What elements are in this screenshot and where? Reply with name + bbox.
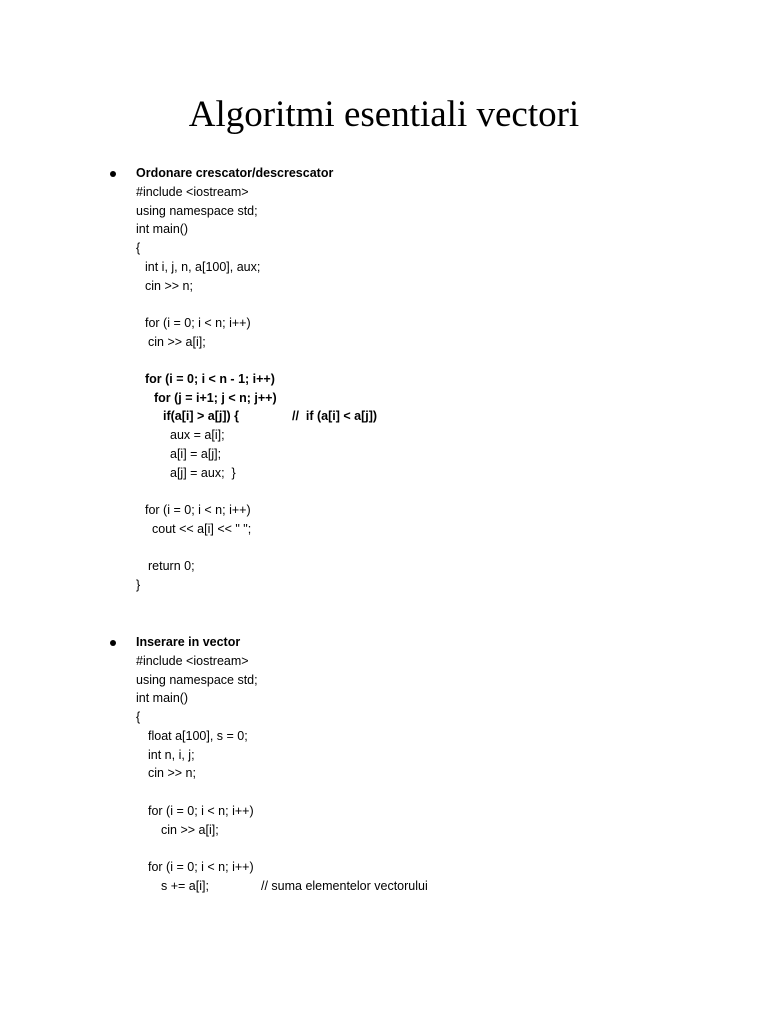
page-title: Algoritmi esentiali vectori xyxy=(188,94,580,135)
code-line: int i, j, n, a[100], aux; xyxy=(145,260,261,274)
code-line: cin >> n; xyxy=(145,279,193,293)
code-line: return 0; xyxy=(148,559,195,573)
code-line: for (i = 0; i < n; i++) xyxy=(145,503,251,517)
code-line: float a[100], s = 0; xyxy=(148,729,248,743)
code-comment: // if (a[i] < a[j]) xyxy=(292,409,378,423)
code-line: { xyxy=(136,241,141,255)
bullet-icon xyxy=(110,171,116,177)
code-line: s += a[i]; xyxy=(161,879,209,893)
code-line: if(a[i] > a[j]) { xyxy=(163,409,240,423)
code-line: #include <iostream> xyxy=(136,185,249,199)
code-line: for (i = 0; i < n; i++) xyxy=(148,860,254,874)
code-line: aux = a[i]; xyxy=(170,428,225,442)
section-heading: Ordonare crescator/descrescator xyxy=(136,166,334,180)
code-line: using namespace std; xyxy=(136,204,258,218)
code-comment: // suma elementelor vectorului xyxy=(261,879,428,893)
section-heading: Inserare in vector xyxy=(136,635,241,649)
code-line: cin >> a[i]; xyxy=(148,335,206,349)
code-line: } xyxy=(136,578,141,592)
code-line: { xyxy=(136,710,141,724)
code-line: #include <iostream> xyxy=(136,654,249,668)
code-line: for (i = 0; i < n - 1; i++) xyxy=(145,372,275,386)
code-line: cin >> n; xyxy=(148,766,196,780)
code-line: for (i = 0; i < n; i++) xyxy=(145,316,251,330)
code-line: int n, i, j; xyxy=(148,748,195,762)
code-line: int main() xyxy=(136,691,189,705)
code-line: using namespace std; xyxy=(136,673,258,687)
code-line: cout << a[i] << " "; xyxy=(152,522,252,536)
code-line: int main() xyxy=(136,222,189,236)
bullet-icon xyxy=(110,640,116,646)
code-line: a[i] = a[j]; xyxy=(170,447,222,461)
code-line: a[j] = aux; } xyxy=(170,466,236,480)
code-line: cin >> a[i]; xyxy=(161,823,219,837)
code-line: for (i = 0; i < n; i++) xyxy=(148,804,254,818)
code-line: for (j = i+1; j < n; j++) xyxy=(154,391,277,405)
